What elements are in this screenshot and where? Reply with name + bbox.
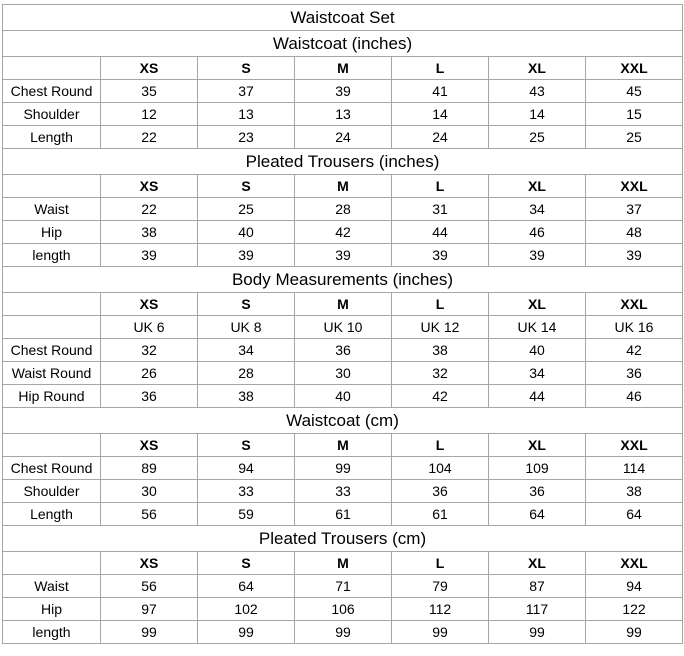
value-cell: 14: [392, 103, 489, 126]
row-label: Shoulder: [3, 103, 101, 126]
table-row: [3, 339, 683, 362]
row-label: Hip: [3, 598, 101, 621]
table-title: Waistcoat Set: [3, 5, 683, 31]
size-header-cell: XL: [489, 175, 586, 198]
corner-cell: [3, 57, 101, 80]
value-cell: 41: [392, 80, 489, 103]
value-cell: 22: [101, 126, 198, 149]
value-cell: 42: [586, 339, 683, 362]
value-cell: 59: [198, 503, 295, 526]
value-cell: 89: [101, 457, 198, 480]
value-cell: 33: [198, 480, 295, 503]
value-cell: 38: [586, 480, 683, 503]
value-cell: 56: [101, 575, 198, 598]
table-row: [3, 503, 683, 526]
section-title-row: [3, 526, 683, 552]
size-header-cell: XL: [489, 552, 586, 575]
value-cell: 56: [101, 503, 198, 526]
value-cell: 39: [489, 244, 586, 267]
value-cell: 46: [586, 385, 683, 408]
size-header-cell: S: [198, 175, 295, 198]
value-cell: 34: [489, 362, 586, 385]
value-cell: 15: [586, 103, 683, 126]
value-cell: 25: [489, 126, 586, 149]
row-label: Waist: [3, 198, 101, 221]
size-header-cell: XS: [101, 57, 198, 80]
value-cell: 36: [489, 480, 586, 503]
size-header-row: [3, 434, 683, 457]
value-cell: 99: [586, 621, 683, 644]
size-header-cell: L: [392, 552, 489, 575]
table-row: [3, 362, 683, 385]
size-header-cell: XL: [489, 57, 586, 80]
value-cell: 40: [489, 339, 586, 362]
corner-cell: [3, 552, 101, 575]
size-header-cell: XL: [489, 434, 586, 457]
table-title-row: [3, 5, 683, 31]
value-cell: 64: [198, 575, 295, 598]
value-cell: 28: [198, 362, 295, 385]
size-header-cell: M: [295, 434, 392, 457]
value-cell: 106: [295, 598, 392, 621]
corner-cell: [3, 316, 101, 339]
size-chart-table: [2, 4, 683, 644]
size-header-cell: XS: [101, 552, 198, 575]
section-title: Pleated Trousers (inches): [3, 149, 683, 175]
table-row: [3, 385, 683, 408]
value-cell: 46: [489, 221, 586, 244]
table-row: [3, 126, 683, 149]
value-cell: 97: [101, 598, 198, 621]
size-header-row: [3, 293, 683, 316]
size-header-cell: M: [295, 293, 392, 316]
size-header-cell: M: [295, 552, 392, 575]
section-title-row: [3, 149, 683, 175]
value-cell: 42: [295, 221, 392, 244]
value-cell: 104: [392, 457, 489, 480]
value-cell: 44: [392, 221, 489, 244]
value-cell: 99: [295, 457, 392, 480]
value-cell: 99: [392, 621, 489, 644]
value-cell: 38: [101, 221, 198, 244]
value-cell: 24: [295, 126, 392, 149]
size-header-cell: L: [392, 434, 489, 457]
table-row: [3, 621, 683, 644]
value-cell: 28: [295, 198, 392, 221]
value-cell: 30: [101, 480, 198, 503]
size-header-cell: XXL: [586, 175, 683, 198]
value-cell: 39: [198, 244, 295, 267]
value-cell: 102: [198, 598, 295, 621]
size-header-cell: XS: [101, 434, 198, 457]
value-cell: 40: [198, 221, 295, 244]
value-cell: 64: [489, 503, 586, 526]
value-cell: 45: [586, 80, 683, 103]
value-cell: 48: [586, 221, 683, 244]
row-label: Length: [3, 126, 101, 149]
section-title: Waistcoat (inches): [3, 31, 683, 57]
value-cell: 12: [101, 103, 198, 126]
size-header-cell: S: [198, 434, 295, 457]
value-cell: 23: [198, 126, 295, 149]
table-row: [3, 80, 683, 103]
value-cell: 25: [586, 126, 683, 149]
value-cell: 99: [295, 621, 392, 644]
value-cell: 34: [489, 198, 586, 221]
value-cell: 99: [198, 621, 295, 644]
value-cell: 32: [392, 362, 489, 385]
size-header-cell: S: [198, 57, 295, 80]
value-cell: 25: [198, 198, 295, 221]
value-cell: 32: [101, 339, 198, 362]
value-cell: 34: [198, 339, 295, 362]
uk-size-cell: UK 16: [586, 316, 683, 339]
value-cell: 71: [295, 575, 392, 598]
size-header-cell: XXL: [586, 552, 683, 575]
size-header-row: [3, 57, 683, 80]
value-cell: 61: [392, 503, 489, 526]
section-title: Pleated Trousers (cm): [3, 526, 683, 552]
value-cell: 37: [586, 198, 683, 221]
value-cell: 13: [198, 103, 295, 126]
table-row: [3, 244, 683, 267]
uk-size-row: [3, 316, 683, 339]
size-header-cell: XS: [101, 293, 198, 316]
size-header-cell: XXL: [586, 434, 683, 457]
corner-cell: [3, 175, 101, 198]
size-header-cell: M: [295, 57, 392, 80]
value-cell: 26: [101, 362, 198, 385]
size-header-row: [3, 175, 683, 198]
value-cell: 33: [295, 480, 392, 503]
size-header-cell: L: [392, 175, 489, 198]
table-row: [3, 575, 683, 598]
uk-size-cell: UK 12: [392, 316, 489, 339]
size-header-cell: XXL: [586, 57, 683, 80]
size-header-cell: M: [295, 175, 392, 198]
value-cell: 114: [586, 457, 683, 480]
value-cell: 39: [392, 244, 489, 267]
row-label: length: [3, 621, 101, 644]
row-label: Hip: [3, 221, 101, 244]
corner-cell: [3, 293, 101, 316]
uk-size-cell: UK 10: [295, 316, 392, 339]
value-cell: 38: [198, 385, 295, 408]
value-cell: 39: [101, 244, 198, 267]
value-cell: 24: [392, 126, 489, 149]
value-cell: 112: [392, 598, 489, 621]
row-label: Chest Round: [3, 339, 101, 362]
value-cell: 37: [198, 80, 295, 103]
value-cell: 22: [101, 198, 198, 221]
value-cell: 64: [586, 503, 683, 526]
uk-size-cell: UK 6: [101, 316, 198, 339]
value-cell: 61: [295, 503, 392, 526]
section-title-row: [3, 267, 683, 293]
value-cell: 13: [295, 103, 392, 126]
row-label: Shoulder: [3, 480, 101, 503]
value-cell: 99: [101, 621, 198, 644]
value-cell: 122: [586, 598, 683, 621]
size-header-row: [3, 552, 683, 575]
section-title: Body Measurements (inches): [3, 267, 683, 293]
value-cell: 36: [586, 362, 683, 385]
corner-cell: [3, 434, 101, 457]
value-cell: 94: [586, 575, 683, 598]
row-label: Length: [3, 503, 101, 526]
section-title: Waistcoat (cm): [3, 408, 683, 434]
value-cell: 44: [489, 385, 586, 408]
value-cell: 39: [295, 80, 392, 103]
value-cell: 30: [295, 362, 392, 385]
table-row: [3, 598, 683, 621]
size-header-cell: L: [392, 57, 489, 80]
row-label: Chest Round: [3, 80, 101, 103]
value-cell: 36: [392, 480, 489, 503]
value-cell: 79: [392, 575, 489, 598]
section-title-row: [3, 31, 683, 57]
value-cell: 117: [489, 598, 586, 621]
row-label: Waist: [3, 575, 101, 598]
value-cell: 40: [295, 385, 392, 408]
value-cell: 43: [489, 80, 586, 103]
value-cell: 87: [489, 575, 586, 598]
size-header-cell: XL: [489, 293, 586, 316]
size-header-cell: XS: [101, 175, 198, 198]
value-cell: 39: [295, 244, 392, 267]
uk-size-cell: UK 8: [198, 316, 295, 339]
size-chart-body: [3, 5, 683, 644]
table-row: [3, 198, 683, 221]
size-header-cell: XXL: [586, 293, 683, 316]
row-label: Waist Round: [3, 362, 101, 385]
value-cell: 31: [392, 198, 489, 221]
row-label: Hip Round: [3, 385, 101, 408]
value-cell: 42: [392, 385, 489, 408]
row-label: length: [3, 244, 101, 267]
table-row: [3, 480, 683, 503]
value-cell: 99: [489, 621, 586, 644]
value-cell: 109: [489, 457, 586, 480]
table-row: [3, 221, 683, 244]
value-cell: 36: [101, 385, 198, 408]
value-cell: 39: [586, 244, 683, 267]
uk-size-cell: UK 14: [489, 316, 586, 339]
size-header-cell: S: [198, 552, 295, 575]
size-header-cell: L: [392, 293, 489, 316]
table-row: [3, 103, 683, 126]
value-cell: 38: [392, 339, 489, 362]
value-cell: 35: [101, 80, 198, 103]
value-cell: 36: [295, 339, 392, 362]
value-cell: 94: [198, 457, 295, 480]
size-header-cell: S: [198, 293, 295, 316]
section-title-row: [3, 408, 683, 434]
table-row: [3, 457, 683, 480]
value-cell: 14: [489, 103, 586, 126]
row-label: Chest Round: [3, 457, 101, 480]
